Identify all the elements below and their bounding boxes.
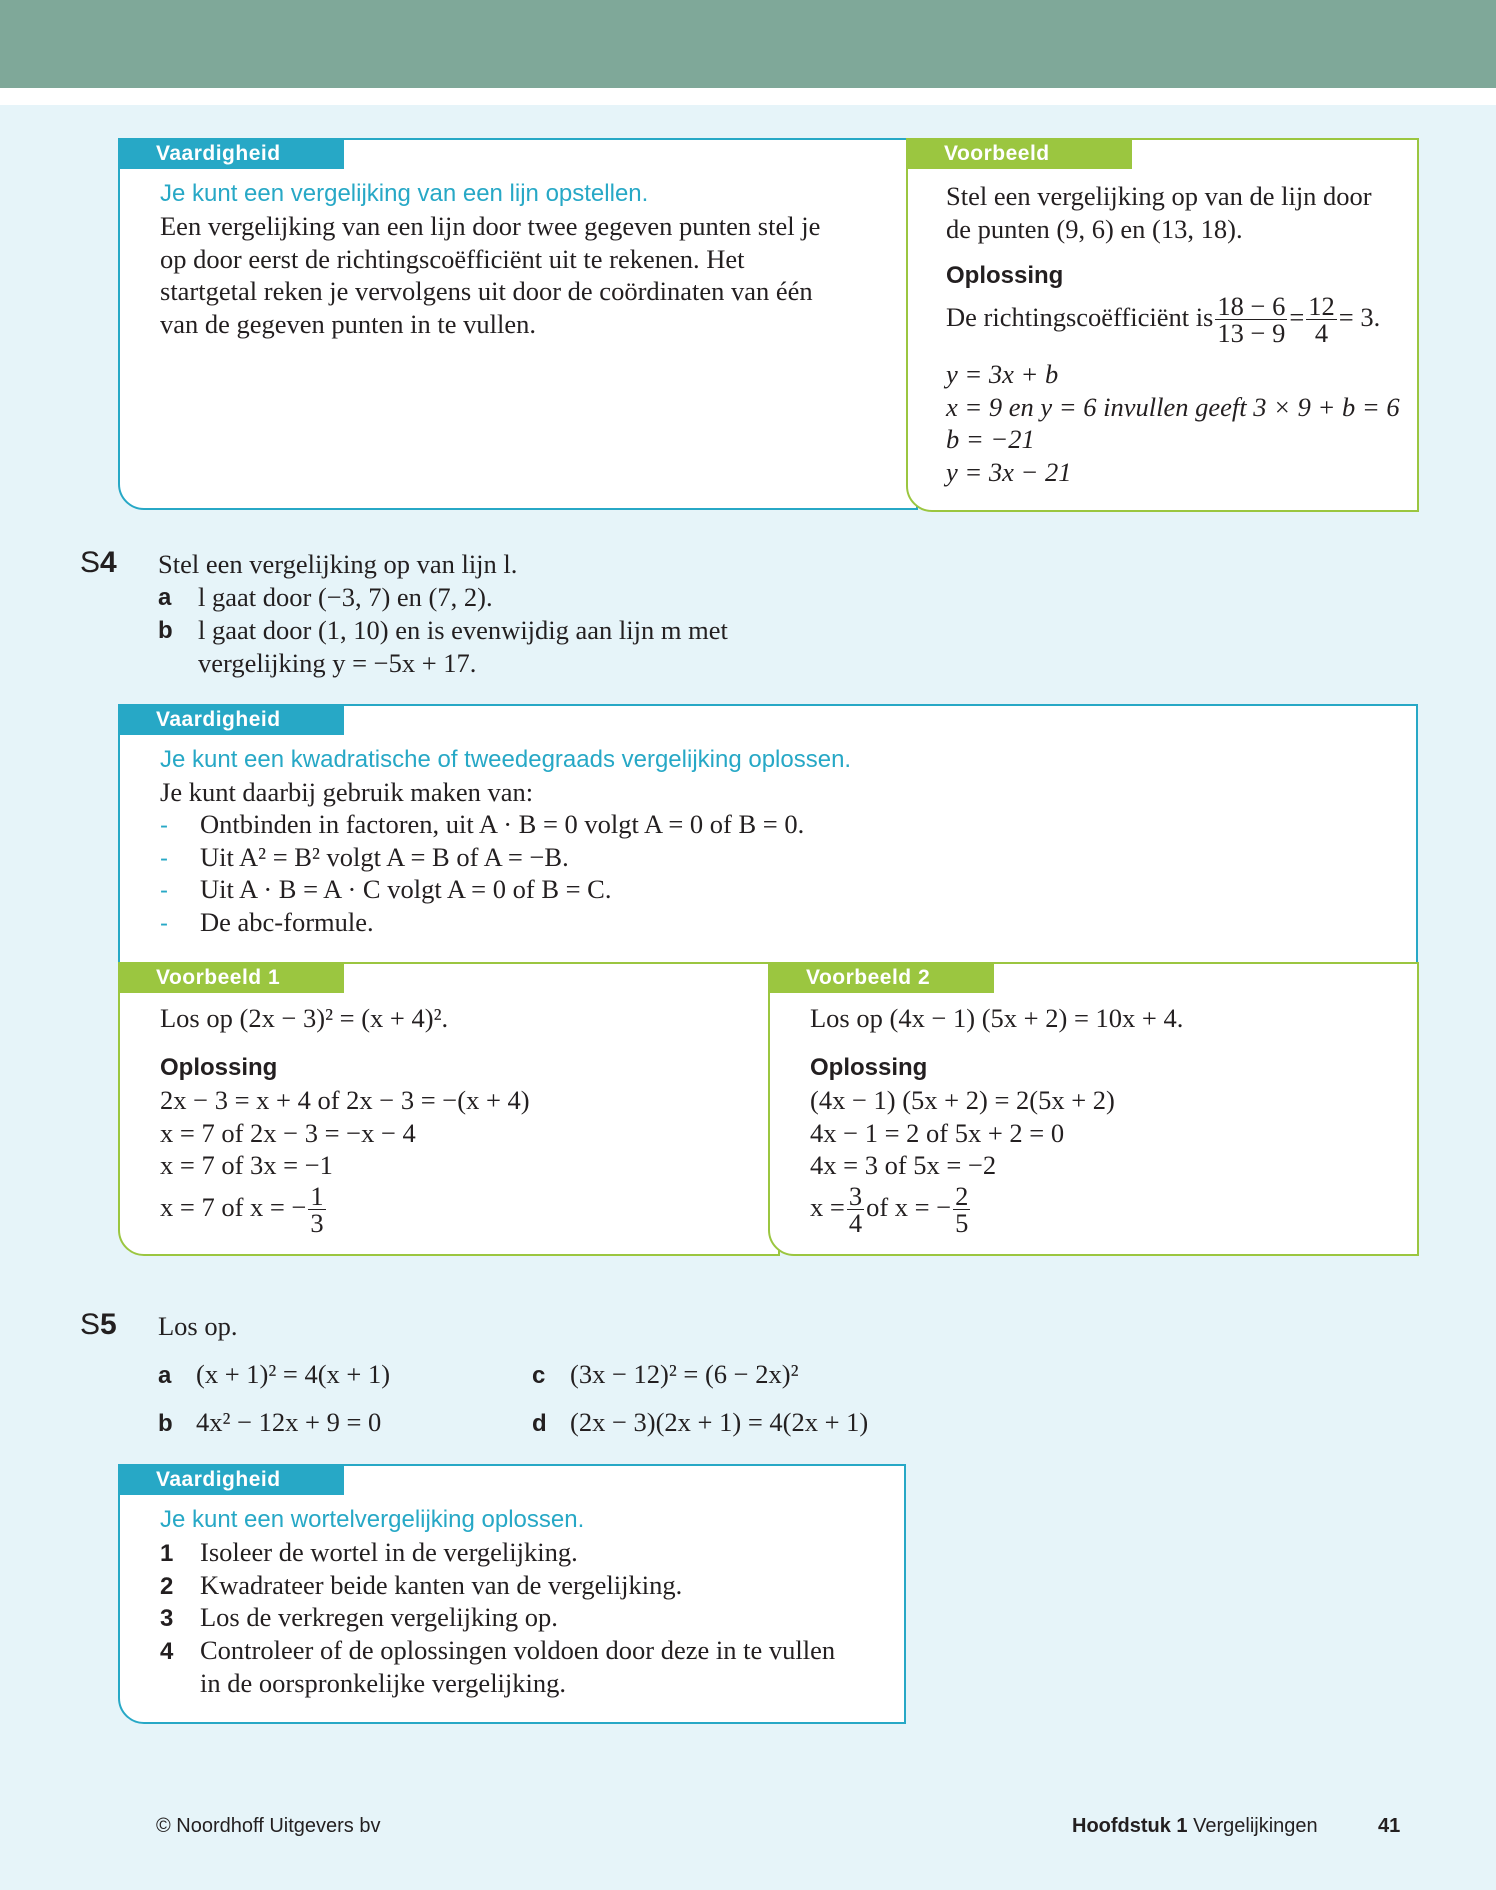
footer-chapter-title: Vergelijkingen (1193, 1815, 1318, 1837)
exercise-prompt: Stel een vergelijking op van lijn l. (158, 549, 518, 579)
step-text: Los de verkregen vergelijking op. (200, 1602, 558, 1632)
item-label-c: c (532, 1362, 546, 1389)
exercise-prompt: Los op. (158, 1311, 238, 1341)
step-prefix: x = (810, 1192, 845, 1222)
step-number: 4 (160, 1638, 174, 1665)
example-final-step (160, 1178, 328, 1239)
skill-line: Een vergelijking van een lijn door twee gegeven punten stel je (160, 211, 821, 241)
exercise-prefix: S (80, 546, 101, 579)
skill-tab: Vaardigheid (118, 138, 344, 169)
skill-line: startgetal reken je vervolgens uit door de coördinaten van één (160, 276, 813, 306)
step-line: 2x − 3 = x + 4 of 2x − 3 = −(x + 4) (160, 1085, 530, 1115)
fraction (953, 1181, 970, 1239)
step-line: in de oorspronkelijke vergelijking. (200, 1667, 567, 1698)
step-text: Isoleer de wortel in de vergelijking. (200, 1537, 578, 1567)
skill-title: Je kunt een wortelvergelijking oplossen. (160, 1506, 585, 1533)
item-text-b: 4x² − 12x + 9 = 0 (196, 1407, 382, 1437)
example-box-2 (768, 962, 1419, 1256)
skill-line: op door eerst de richtingscoëfficiënt uit te rekenen. Het (160, 243, 745, 274)
bullet-dash: - (160, 910, 168, 937)
fraction-denominator: 3 (310, 1208, 324, 1239)
exercise-number-s5 (80, 1308, 117, 1342)
example-tab: Voorbeeld (906, 138, 1132, 169)
page-number: 41 (1378, 1815, 1401, 1837)
example-question: Los op (4x − 1) (5x + 2) = 10x + 4. (810, 1003, 1184, 1033)
top-banner (0, 0, 1496, 88)
example-box-line-equation (906, 138, 1419, 512)
bullet-dash: - (160, 877, 168, 904)
exercise-prefix: S (80, 1308, 101, 1341)
example-question-line: Stel een vergelijking op van de lijn door (946, 181, 1372, 211)
step-line: b = −21 (946, 424, 1035, 454)
footer-publisher: © Noordhoff Uitgevers bv (156, 1815, 381, 1837)
skill-tab: Vaardigheid (118, 1464, 344, 1495)
solution-heading: Oplossing (810, 1054, 928, 1081)
example-question (946, 180, 1372, 245)
fraction (1306, 291, 1337, 349)
item-label-b: b (158, 1410, 173, 1437)
fraction-numerator: 3 (848, 1181, 863, 1212)
step-line: x = 7 of 2x − 3 = −x − 4 (160, 1117, 416, 1148)
fraction-numerator: 18 − 6 (1217, 291, 1286, 322)
fraction-denominator: 4 (1314, 318, 1329, 349)
step-text: Kwadrateer beide kanten van de vergelijking. (200, 1570, 683, 1600)
example-tab: Voorbeeld 2 (768, 962, 994, 993)
step-line: x = 7 of 3x = −1 (160, 1150, 333, 1180)
example-question-line: de punten (9, 6) en (13, 18). (946, 213, 1243, 244)
bullet-dash: - (160, 845, 168, 872)
item-text-d: (2x − 3)(2x + 1) = 4(2x + 1) (570, 1407, 869, 1437)
skill-title: Je kunt een kwadratische of tweedegraads vergelijking oplossen. (160, 746, 852, 773)
skill-tab: Vaardigheid (118, 704, 344, 735)
step-line: (4x − 1) (5x + 2) = 2(5x + 2) (810, 1085, 1115, 1115)
skill-intro: Je kunt daarbij gebruik maken van: (160, 777, 534, 807)
step-line: 4x − 1 = 2 of 5x + 2 = 0 (810, 1117, 1065, 1148)
fraction-denominator: 4 (848, 1208, 863, 1239)
step-line: 4x = 3 of 5x = −2 (810, 1150, 997, 1180)
item-label-a: a (158, 1362, 172, 1389)
fraction-numerator: 1 (310, 1181, 324, 1212)
exercise-digit: 4 (100, 546, 117, 579)
fraction-denominator: 5 (955, 1208, 969, 1239)
item-label-b: b (158, 617, 173, 644)
step-line: y = 3x − 21 (946, 456, 1072, 487)
exercise-digit: 5 (100, 1308, 117, 1341)
bullet-dash: - (160, 812, 168, 839)
skill-bullet: Ontbinden in factoren, uit A · B = 0 volgt A = 0 of B = 0. (200, 809, 805, 839)
top-banner-gap (0, 88, 1496, 105)
solution-heading: Oplossing (946, 262, 1064, 289)
step-middle: of x = − (866, 1192, 952, 1222)
skill-bullet: Uit A² = B² volgt A = B of A = −B. (200, 842, 569, 872)
skill-box-quadratic (118, 704, 1418, 966)
example-tab: Voorbeeld 1 (118, 962, 344, 993)
fraction (847, 1181, 864, 1239)
fraction-denominator: 13 − 9 (1217, 318, 1286, 349)
rc-text: De richtingscoëfficiënt is (946, 302, 1214, 332)
item-line: l gaat door (1, 10) en is evenwijdig aan lijn m met (198, 615, 728, 645)
rc-result: = 3. (1338, 302, 1381, 332)
footer-chapter-label: Hoofdstuk 1 (1072, 1815, 1188, 1837)
item-line: vergelijking y = −5x + 17. (198, 647, 477, 678)
step-text (200, 1634, 835, 1699)
solution-heading: Oplossing (160, 1054, 278, 1081)
example-steps (946, 358, 1400, 488)
step-line: y = 3x + b (946, 359, 1059, 389)
fraction-numerator: 2 (955, 1181, 969, 1212)
item-text-a: l gaat door (−3, 7) en (7, 2). (198, 582, 493, 612)
skill-bullet: De abc-formule. (200, 907, 374, 937)
step-number: 2 (160, 1573, 174, 1600)
exercise-number-s4 (80, 546, 117, 580)
step-number: 1 (160, 1540, 174, 1567)
example-question: Los op (2x − 3)² = (x + 4)². (160, 1003, 449, 1033)
skill-title: Je kunt een vergelijking van een lijn opstellen. (160, 180, 649, 207)
step-line: Controleer of de oplossingen voldoen door deze in te vullen (200, 1635, 836, 1665)
example-box-1 (118, 962, 780, 1256)
skill-box-line-equation (118, 138, 918, 510)
skill-description (160, 210, 820, 340)
footer-chapter (1072, 1815, 1318, 1838)
skill-line: van de gegeven punten in te vullen. (160, 308, 537, 339)
item-text-b (198, 614, 728, 679)
fraction (308, 1181, 325, 1239)
item-text-c: (3x − 12)² = (6 − 2x)² (570, 1359, 799, 1389)
step-number: 3 (160, 1605, 174, 1632)
step-line: x = 9 en y = 6 invullen geeft 3 × 9 + b = 6 (946, 391, 1400, 422)
skill-box-root-equation (118, 1464, 906, 1724)
item-label-d: d (532, 1410, 547, 1437)
fraction-numerator: 12 (1308, 291, 1335, 322)
rc-calculation: De richtingscoëfficiënt is $\frac{18 - 6}{13 - 9}$ = $\frac{12}{4}$ = 3. (946, 291, 1381, 349)
item-text-a: (x + 1)² = 4(x + 1) (196, 1359, 391, 1389)
fraction (1215, 291, 1287, 349)
example-final-step (810, 1178, 972, 1239)
example-steps (160, 1084, 530, 1182)
skill-bullet: Uit A · B = A · C volgt A = 0 of B = C. (200, 874, 612, 904)
item-label-a: a (158, 584, 172, 611)
example-steps (810, 1084, 1115, 1182)
step-prefix: x = 7 of x = − (160, 1192, 307, 1222)
